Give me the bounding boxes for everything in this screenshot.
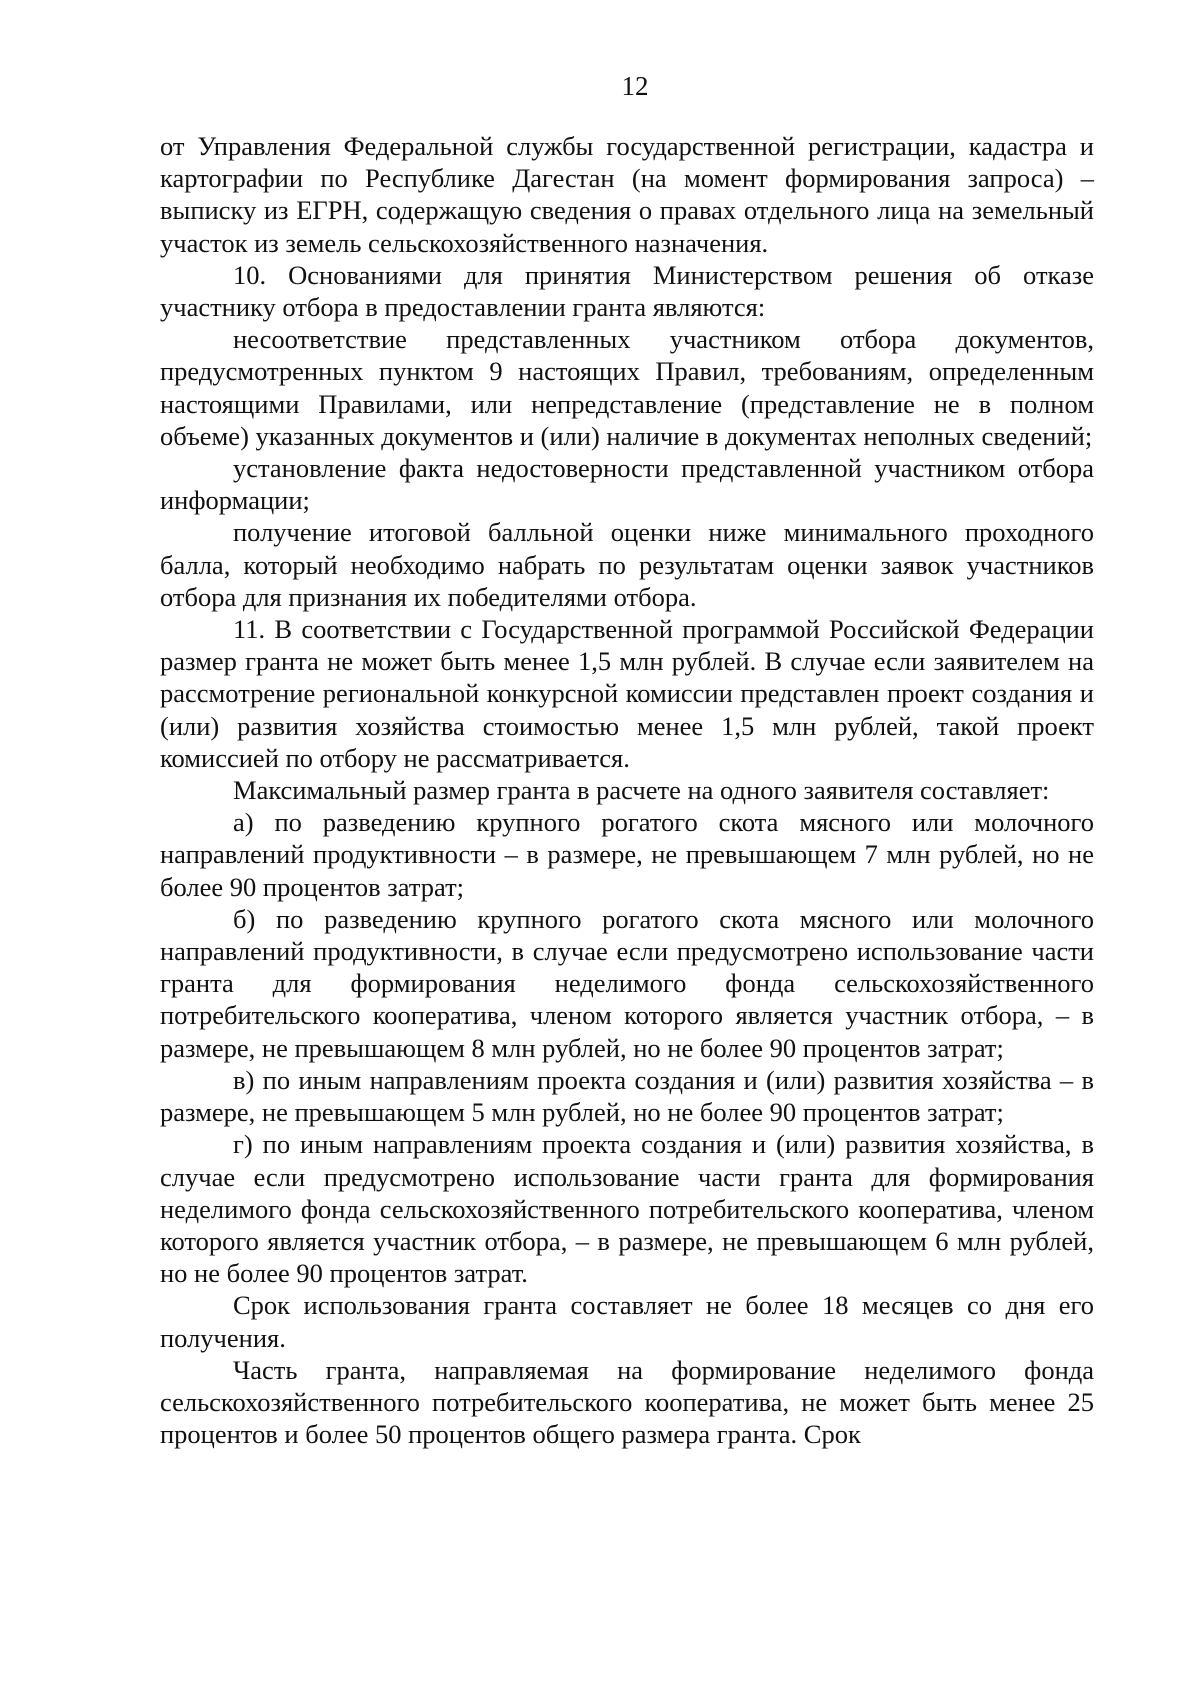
list-item-b: б) по разведению крупного рогатого скота мясного или молочного направлений продуктивности, в случае если предусмотрено использование части гранта для формирования неделимого фонда сельскохозяйственного потребительского кооператива, членом которого является участник отбора, – в размере, не превышающем 8 млн рублей, но не более 90 процентов затрат; <box>160 903 1094 1063</box>
list-item-v: в) по иным направлениям проекта создания и (или) развития хозяйства – в размере, не превышающем 5 млн рублей, но не более 90 процентов затрат; <box>160 1064 1094 1128</box>
paragraph-low-score: получение итоговой балльной оценки ниже минимального проходного балла, который необходимо набрать по результатам оценки заявок участников отбора для признания их победителями отбора. <box>160 517 1094 612</box>
list-item-g: г) по иным направлениям проекта создания и (или) развития хозяйства, в случае если предусмотрено использование части гранта для формирования неделимого фонда сельскохозяйственного потребительского кооператива, членом которого является участник отбора, – в размере, не превышающем 6 млн рублей, но не более 90 процентов затрат. <box>160 1129 1094 1289</box>
paragraph-nonconformity: несоответствие представленных участником отбора документов, предусмотренных пунктом 9 настоящих Правил, требованиям, определенным настоящими Правилами, или непредставление (представление не в полном объеме) указанных документов и (или) наличие в документах неполных сведений; <box>160 324 1094 451</box>
scan-bottom-edge <box>0 1700 1200 1708</box>
paragraph-unreliable-info: установление факта недостоверности представленной участником отбора информации; <box>160 453 1094 516</box>
paragraph-11-grant-size: 11. В соответствии с Государственной программой Российской Федерации размер гранта не может быть менее 1,5 млн рублей. В случае если заявителем на рассмотрение региональной конкурсной комиссии представлен проект создания и (или) развития хозяйства стоимостью менее 1,5 млн рублей, такой проект комиссией по отбору не рассматривается. <box>160 614 1094 773</box>
document-body <box>160 130 1094 1450</box>
page-number: 12 <box>621 71 649 101</box>
paragraph-10-refusal-grounds: 10. Основаниями для принятия Министерством решения об отказе участнику отбора в предоставлении гранта являются: <box>160 259 1094 323</box>
paragraph-indivisible-fund: Часть гранта, направляемая на формирование неделимого фонда сельскохозяйственного потребительского кооператива, не может быть менее 25 процентов и более 50 процентов общего размера гранта. Срок <box>160 1354 1094 1450</box>
paragraph-usage-term: Срок использования гранта составляет не более 18 месяцев со дня его получения. <box>160 1290 1094 1353</box>
list-item-a: а) по разведению крупного рогатого скота мясного или молочного направлений продуктивности – в размере, не превышающем 7 млн рублей, но не более 90 процентов затрат; <box>160 807 1094 902</box>
paragraph-egrn-extract: от Управления Федеральной службы государственной регистрации, кадастра и картографии по Республике Дагестан (на момент формирования запроса) – выписку из ЕГРН, содержащую сведения о правах отдельного лица на земельный участок из земель сельскохозяйственного назначения. <box>160 131 1094 258</box>
paragraph-max-grant: Максимальный размер гранта в расчете на одного заявителя составляет: <box>233 775 1050 806</box>
